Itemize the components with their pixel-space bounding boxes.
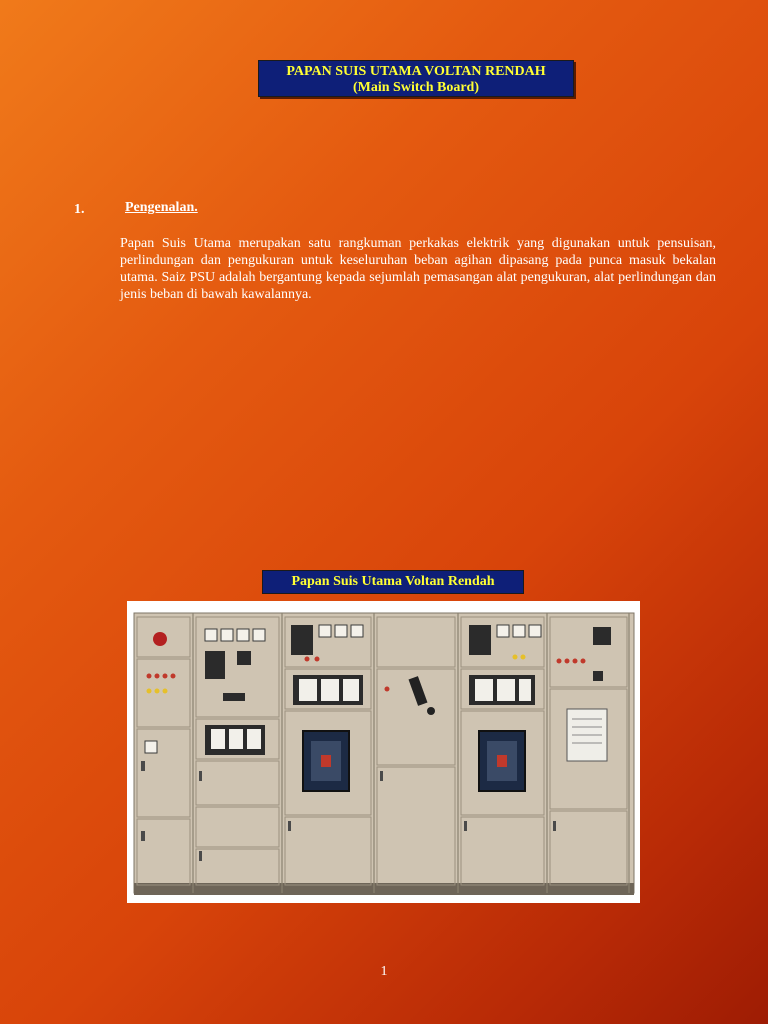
switchboard-photo <box>127 601 640 903</box>
section-number: 1. <box>74 202 85 217</box>
section-paragraph: Papan Suis Utama merupakan satu rangkuman perkakas elektrik yang digunakan untuk pensuisan, perlindungan dan pengukuran untuk keseluruhan beban agihan dipasang pada punca masuk bekalan utama. Saiz PSU adalah bergantung kepada sejumlah pemasangan alat pengukuran, alat perlindungan dan jenis beban di bawah kawalannya. <box>120 236 716 302</box>
figure-caption: Papan Suis Utama Voltan Rendah <box>262 570 524 594</box>
switchboard-illustration <box>127 601 640 903</box>
document-title: PAPAN SUIS UTAMA VOLTAN RENDAH <box>286 64 546 79</box>
document-subtitle: (Main Switch Board) <box>353 80 479 95</box>
document-title-box <box>258 60 574 97</box>
page-number: 1 <box>380 964 388 979</box>
section-heading: Pengenalan. <box>125 200 198 215</box>
